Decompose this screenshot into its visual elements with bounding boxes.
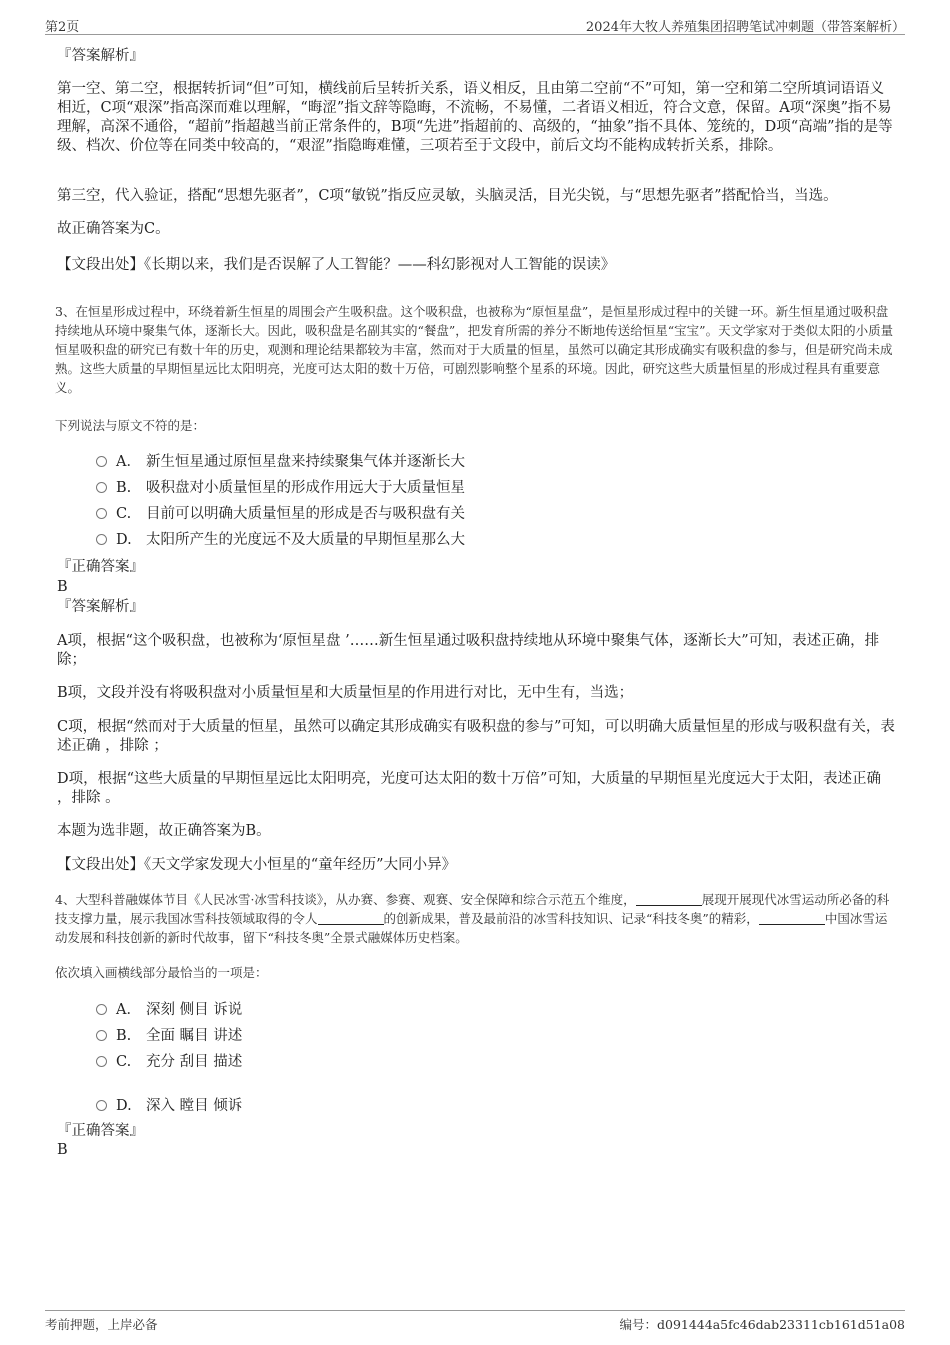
q4-prompt: 依次填入画横线部分最恰当的一项是：	[55, 965, 268, 980]
q2-source: 【文段出处】《长期以来，我们是否误解了人工智能？——科幻影视对人工智能的误读》	[57, 257, 616, 273]
q3-analysis-b: B项，文段并没有将吸积盘对小质量恒星和大质量恒星的作用进行对比，无中生有，当选；	[57, 685, 634, 701]
q3-analysis-d: D项，根据“这些大质量的早期恒星远比太阳明亮，光度可达太阳的数十万倍”可知，大质量的早期恒星光度远大于太阳，表述正确 ，排除 。	[57, 771, 881, 806]
q4-answer-label: 『正确答案』	[57, 1123, 144, 1139]
page-footer	[45, 1310, 905, 1333]
q2-analysis-para1: 第一空、第二空，根据转折词“但”可知，横线前后呈转折关系，语义相反，且由第二空前“不”可知，第一空和第二空所填词语语义相近，C项“艰深”指高深而难以理解，“晦涩”指文辞等隐晦，不流畅，不易懂，二者语义相近，符合文意，保留。A项“深奥”指不易理解，高深不通俗，“超前”指超越当前正常条件的，B项“先进”指超前的、高级的，“抽象”指不具体、笼统的，D项“高端”指的是等级、档次、价位等在同类中较高的，“艰涩”指隐晦难懂，三项若至于文段中，前后文均不能构成转折关系，排除。	[57, 81, 893, 154]
q4-option-a[interactable]: A． 深刻 侧目 诉说	[96, 1000, 242, 1020]
q3-answer: B	[57, 579, 68, 595]
q3-option-d[interactable]: D. 太阳所产生的光度远不及大质量的早期恒星那么大	[96, 530, 465, 550]
page-number: 第2页	[45, 20, 80, 35]
radio-icon[interactable]	[96, 508, 107, 519]
q3-prompt: 下列说法与原文不符的是：	[55, 418, 206, 433]
q3-option-c[interactable]: C. 目前可以明确大质量恒星的形成是否与吸积盘有关	[96, 504, 465, 524]
radio-icon[interactable]	[96, 534, 107, 545]
radio-icon[interactable]	[96, 1004, 107, 1015]
q4-stem: 4、大型科普融媒体节目《人民冰雪·冰雪科技谈》，从办赛、参赛、观赛、安全保障和综合示范五个维度， 展现开展现代冰雪运动所必备的科技支撑力量，展示我国冰雪科技领域取得的令人 的创新成果，普及最前沿的冰雪科技知识、记录“科技冬奥”的精彩， 中国冰雪运动发展和科技创新的新时代故事，留下“科技冬奥”全景式融媒体历史档案。	[55, 892, 890, 945]
radio-icon[interactable]	[96, 456, 107, 467]
blank-1	[636, 893, 702, 906]
radio-icon[interactable]	[96, 1056, 107, 1067]
q2-analysis-para3: 故正确答案为C。	[57, 221, 170, 237]
radio-icon[interactable]	[96, 1100, 107, 1111]
footer-slogan: 考前押题，上岸必备	[45, 1317, 158, 1332]
q3-conclusion: 本题为选非题，故正确答案为B。	[57, 823, 271, 839]
q3-option-b[interactable]: B. 吸积盘对小质量恒星的形成作用远大于大质量恒星	[96, 478, 465, 498]
q2-analysis-label: 『答案解析』	[57, 48, 144, 64]
q3-stem: 3、在恒星形成过程中，环绕着新生恒星的周围会产生吸积盘。这个吸积盘，也被称为“原恒星盘”，是恒星形成过程中的关键一环。新生恒星通过吸积盘持续地从环境中聚集气体，逐渐长大。因此，吸积盘是名副其实的“餐盘”，把发育所需的养分不断地传送给恒星“宝宝”。天文学家对于类似太阳的小质量恒星吸积盘的研究已有数十年的历史，观测和理论结果都较为丰富，然而对于大质量的恒星，虽然可以确定其形成确实有吸积盘的参与，但是研究尚未成熟。这些大质量的早期恒星远比太阳明亮，光度可达太阳的数十万倍，可剧烈影响整个星系的环境。因此，研究这些大质量恒星的形成过程具有重要意义。	[55, 304, 894, 395]
q4-option-b[interactable]: B. 全面 瞩目 讲述	[96, 1026, 242, 1046]
q2-analysis-para2: 第三空，代入验证，搭配“思想先驱者”，C项“敏锐”指反应灵敏，头脑灵活，目光尖锐，与“思想先驱者”搭配恰当，当选。	[57, 188, 838, 204]
document-title: 2024年大牧人养殖集团招聘笔试冲刺题（带答案解析）	[585, 20, 905, 35]
blank-2	[318, 912, 384, 925]
q3-analysis-label: 『答案解析』	[57, 599, 144, 615]
q4-answer: B	[57, 1142, 68, 1158]
page-header	[45, 14, 905, 35]
q4-option-d[interactable]: D. 深入 瞠目 倾诉	[96, 1096, 242, 1116]
blank-3	[759, 912, 825, 925]
radio-icon[interactable]	[96, 1030, 107, 1041]
q3-analysis-c: C项，根据“然而对于大质量的恒星，虽然可以确定其形成确实有吸积盘的参与”可知，可以明确大质量恒星的形成与吸积盘有关，表述正确 ，排除 ；	[57, 719, 895, 754]
q3-answer-label: 『正确答案』	[57, 559, 144, 575]
q3-option-a[interactable]: A． 新生恒星通过原恒星盘来持续聚集气体并逐渐长大	[96, 452, 465, 472]
q3-source: 【文段出处】《天文学家发现大小恒星的“童年经历”大同小异》	[57, 857, 457, 873]
radio-icon[interactable]	[96, 482, 107, 493]
q3-analysis-a: A项，根据“这个吸积盘，也被称为‘原恒星盘 ’……新生恒星通过吸积盘持续地从环境中聚集气体，逐渐长大”可知，表述正确，排除；	[57, 633, 880, 668]
document-code: 编号：d091444a5fc46dab23311cb161d51a08	[619, 1317, 905, 1332]
q4-option-c[interactable]: C. 充分 刮目 描述	[96, 1052, 242, 1072]
